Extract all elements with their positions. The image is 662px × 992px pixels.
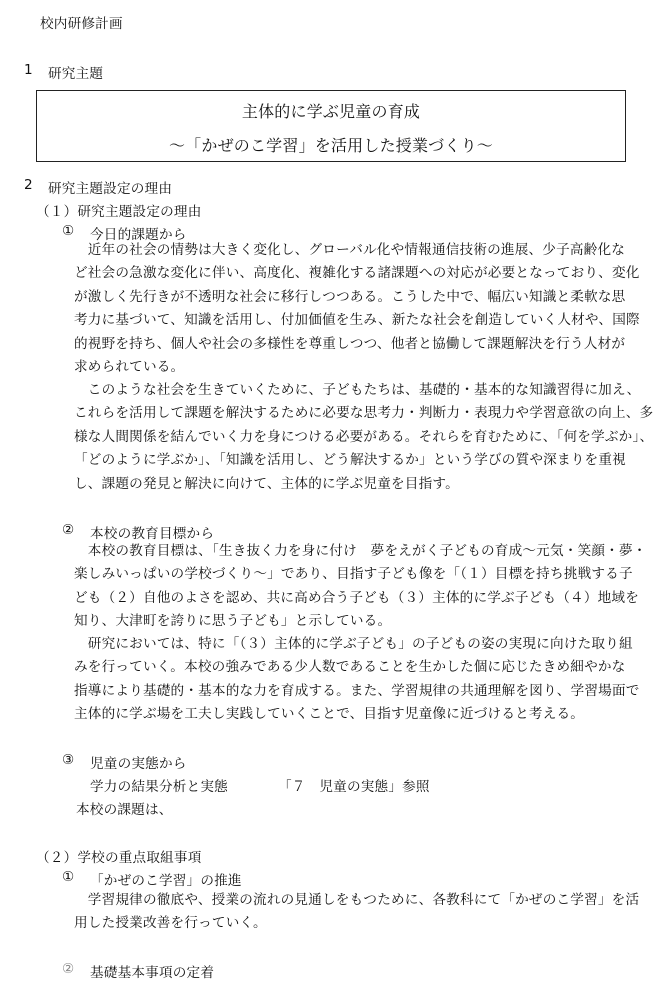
item-1-paragraph-1 xyxy=(74,239,648,379)
research-theme-box xyxy=(36,90,626,162)
paragraph-line: 指導により基礎的・基本的な力を育成する。また、学習規律の共通理解を図り、学習場面で xyxy=(74,682,640,699)
paragraph-line: ど社会の急激な変化に伴い、高度化、複雑化する諸課題への対応が必要となっており、変化 xyxy=(74,265,640,282)
item-3-reference: 「７ 児童の実態」参照 xyxy=(278,779,430,795)
paragraph-line: し、課題の発見と解決に向けて、主体的に学ぶ児童を目指す。 xyxy=(74,475,459,492)
document-title: 校内研修計画 xyxy=(40,16,123,32)
priority-item-1-heading: 「かぜのこ学習」の推進 xyxy=(90,873,242,889)
subsection-1-label: （１）研究主題設定の理由 xyxy=(36,204,202,220)
priority-item-2-marker: ② xyxy=(62,961,75,977)
paragraph-line: 研究においては、特に「（３）主体的に学ぶ子ども」の子どもの姿の実現に向けた取り組 xyxy=(74,636,633,652)
paragraph-line: 求められている。 xyxy=(74,359,185,376)
item-1-heading: 今日的課題から xyxy=(90,227,187,243)
section-2-number: 2 xyxy=(24,177,33,193)
section-2-heading: 研究主題設定の理由 xyxy=(48,181,173,197)
paragraph-line: 本校の教育目標は、「生き抜く力を身に付け 夢をえがく子どもの育成～元気・笑顔・夢・ xyxy=(74,543,647,559)
item-1-paragraph-2 xyxy=(74,379,654,496)
paragraph-line: 考力に基づいて、知識を活用し、付加価値を生み、新たな社会を創造していく人材や、国際 xyxy=(74,312,640,329)
paragraph-line: 様な人間関係を結んでいく力を身につける必要がある。それらを育むために、「何を学ぶか」、 xyxy=(74,428,654,445)
subsection-2-label: （２）学校の重点取組事項 xyxy=(36,850,202,866)
priority-item-1-paragraph xyxy=(74,889,648,936)
theme-main-title: 主体的に学ぶ児童の育成 xyxy=(241,102,421,121)
paragraph-line: ども（２）自他のよさを認め、共に高め合う子ども（３）主体的に学ぶ子ども（４）地域を xyxy=(74,589,639,606)
item-3-issue-label: 本校の課題は、 xyxy=(76,802,173,818)
paragraph-line: 用した授業改善を行っていく。 xyxy=(74,915,267,932)
theme-subtitle: ～「かぜのこ学習」を活用した授業づくり～ xyxy=(168,136,493,155)
section-1-heading: 研究主題 xyxy=(48,66,104,82)
item-2-paragraph-2 xyxy=(74,633,648,727)
section-1-number: 1 xyxy=(24,62,33,78)
paragraph-line: このような社会を生きていくために、子どもたちは、基礎的・基本的な知識習得に加え、 xyxy=(74,382,641,398)
item-3-heading: 児童の実態から xyxy=(90,756,187,772)
paragraph-line: 知り、大津町を誇りに思う子ども」と示している。 xyxy=(74,613,392,630)
item-2-paragraph-1 xyxy=(74,540,648,634)
paragraph-line: みを行っていく。本校の強みである少人数であることを生かした個に応じたきめ細やかな xyxy=(74,659,626,676)
paragraph-line: 学習規律の徹底や、授業の流れの見通しをもつために、各教科にて「かぜのこ学習」を活 xyxy=(74,892,640,908)
item-2-marker: ② xyxy=(62,522,75,538)
item-1-marker: ① xyxy=(62,223,75,239)
paragraph-line: が激しく先行きが不透明な社会に移行しつつある。こうした中で、幅広い知識と柔軟な思 xyxy=(74,288,626,305)
item-3-analysis-label: 学力の結果分析と実態 xyxy=(90,779,228,795)
paragraph-line: これらを活用して課題を解決するために必要な思考力・判断力・表現力や学習意欲の向上、多 xyxy=(74,405,654,422)
paragraph-line: 主体的に学ぶ場を工夫し実践していくことで、目指す児童像に近づけると考える。 xyxy=(74,706,585,723)
item-2-heading: 本校の教育目標から xyxy=(90,526,215,542)
item-3-marker: ③ xyxy=(62,752,75,768)
paragraph-line: 「どのように学ぶか」、「知識を活用し、どう解決するか」という学びの質や深まりを重視 xyxy=(74,452,626,469)
priority-item-2-heading: 基礎基本事項の定着 xyxy=(90,965,215,981)
priority-item-1-marker: ① xyxy=(62,869,75,885)
paragraph-line: 近年の社会の情勢は大きく変化し、グローバル化や情報通信技術の進展、少子高齢化な xyxy=(74,242,626,258)
paragraph-line: 的視野を持ち、個人や社会の多様性を尊重しつつ、他者と協働して課題解決を行う人材が xyxy=(74,335,626,352)
paragraph-line: 楽しみいっぱいの学校づくり～」であり、目指す子ども像を「（１）目標を持ち挑戦する子 xyxy=(74,566,633,583)
